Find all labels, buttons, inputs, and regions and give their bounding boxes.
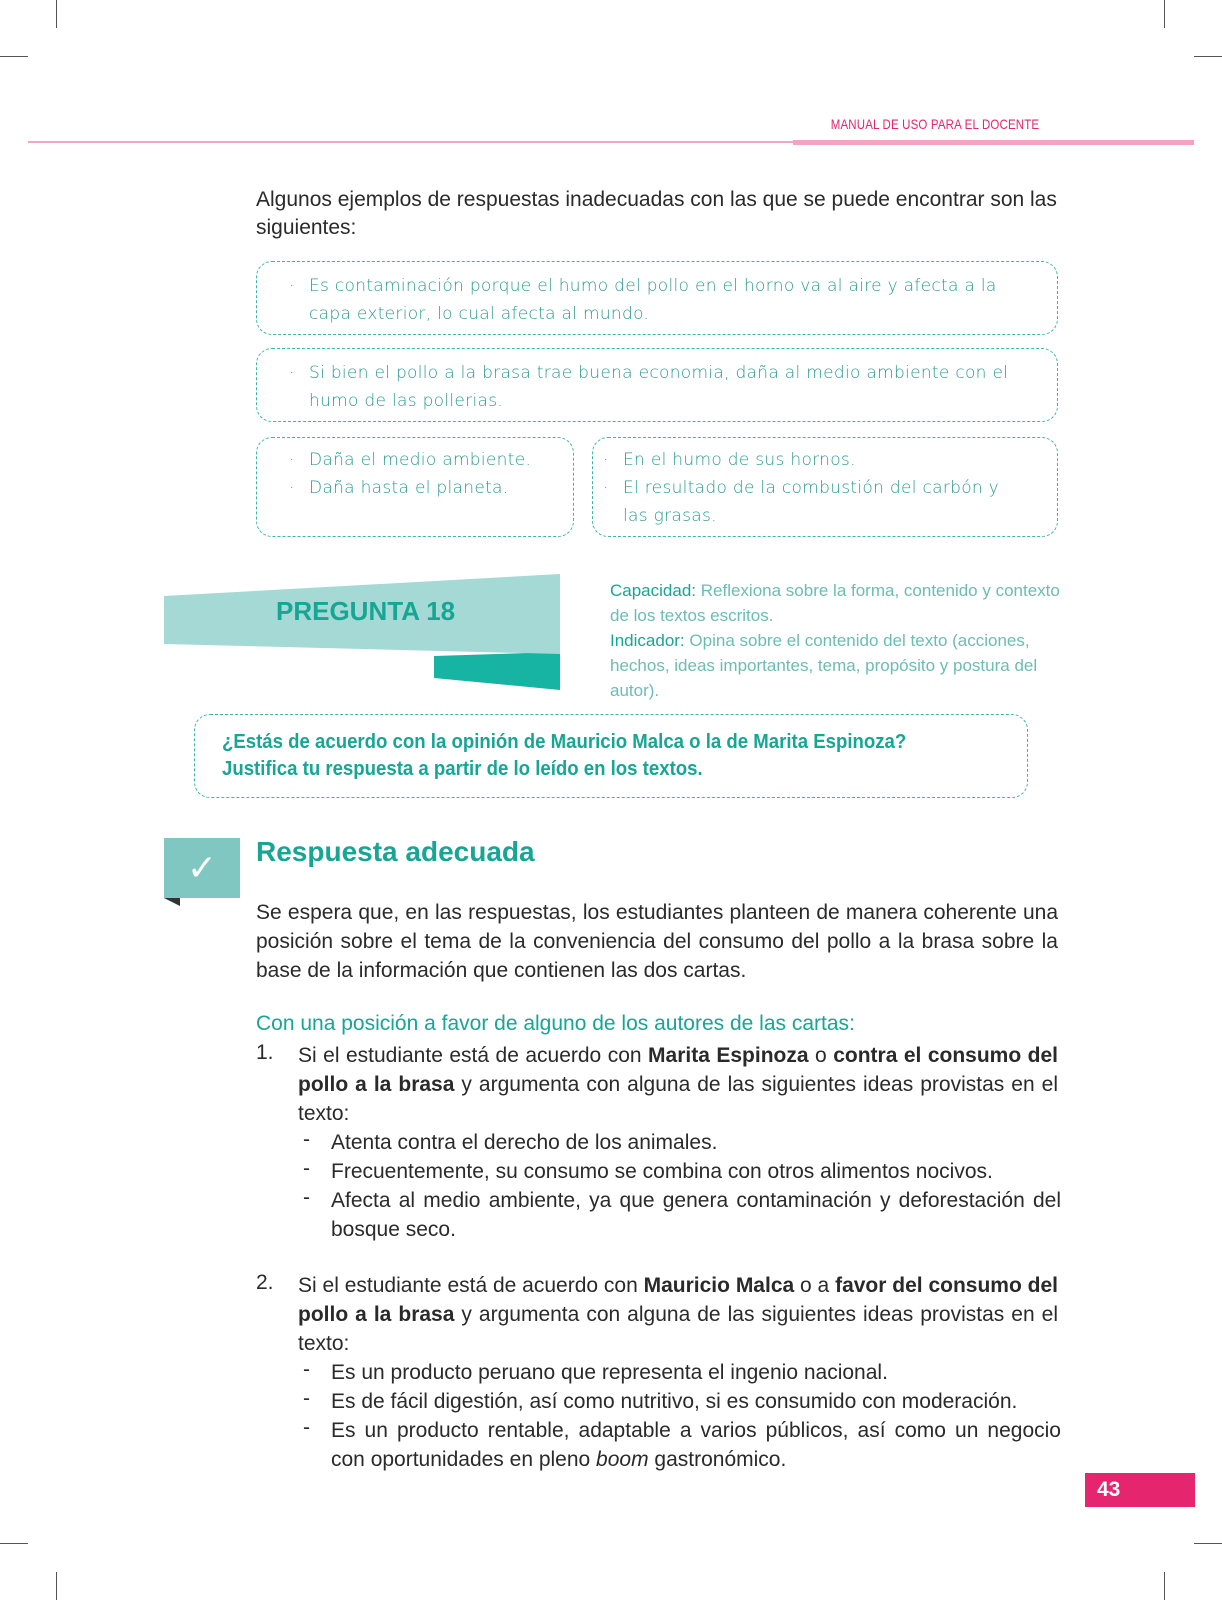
header-accent-bar	[793, 140, 1194, 145]
running-header: MANUAL DE USO PARA EL DOCENTE	[830, 116, 1039, 132]
crop-mark	[1194, 56, 1222, 57]
item-text: Si el estudiante está de acuerdo con	[298, 1274, 644, 1297]
example-list	[289, 272, 1017, 328]
example-item: · Si bien el pollo a la brasa trae buena economia, daña al medio ambiente con el humo de las pollerias.	[289, 359, 1017, 415]
dash-item: Atenta contra el derecho de los animales.	[331, 1131, 718, 1154]
item-italic: boom	[596, 1448, 649, 1471]
dash-item: Es de fácil digestión, así como nutritivo, si es consumido con moderación.	[331, 1390, 1018, 1413]
indicator-label: Indicador:	[610, 631, 685, 650]
capacity-label: Capacidad:	[610, 581, 697, 600]
dash-item: Afecta al medio ambiente, ya que genera contaminación y deforestación del bosque seco.	[331, 1189, 1061, 1241]
capacity-indicator	[610, 578, 1060, 703]
example-item: · Daña hasta el planeta.	[289, 474, 563, 502]
dash-marker: -	[303, 1128, 310, 1151]
crop-mark	[0, 1543, 28, 1544]
response-paragraph: Se espera que, en las respuestas, los estudiantes planteen de manera coherente una posición sobre el tema de la conveniencia del consumo del pollo a la brasa sobre la base de la información que contienen las dos cartas.	[256, 901, 1058, 982]
item-text: o a	[794, 1274, 836, 1297]
example-list	[289, 446, 563, 502]
list-item	[298, 1271, 1058, 1358]
dash-item	[331, 1416, 1061, 1474]
crop-mark	[56, 0, 57, 28]
question-number: PREGUNTA 18	[276, 596, 456, 626]
list-number: 2.	[256, 1271, 274, 1294]
example-list	[289, 359, 1017, 415]
section-title: Respuesta adecuada	[256, 836, 535, 867]
item-bold: contra el consumo del pollo a la brasa	[298, 1044, 1058, 1096]
example-item: · El resultado de la combustión del carbón y las grasas.	[603, 474, 1017, 530]
crop-mark	[1164, 0, 1165, 28]
example-box	[256, 348, 1058, 422]
indicator-text: Opina sobre el contenido del texto (acciones, hechos, ideas importantes, tema, propósito y postura del autor).	[610, 631, 1038, 700]
check-icon: ✓	[186, 847, 218, 888]
item-text: y argumenta con alguna de las siguientes ideas provistas en el texto:	[298, 1073, 1058, 1125]
example-box	[256, 437, 574, 537]
crop-mark	[0, 56, 28, 57]
item-text: Si el estudiante está de acuerdo con	[298, 1044, 649, 1067]
item-bold: Marita Espinoza	[648, 1044, 809, 1067]
item-bold: favor del consumo del pollo a la brasa	[298, 1274, 1058, 1326]
crop-mark	[1164, 1572, 1165, 1600]
item-text: y argumenta con alguna de las siguientes ideas provistas en el texto:	[298, 1303, 1058, 1355]
example-box	[592, 437, 1058, 537]
question-text	[222, 729, 966, 783]
check-tab-fold	[164, 898, 180, 906]
dash-marker: -	[303, 1157, 310, 1180]
section-subtitle: Con una posición a favor de alguno de los autores de las cartas:	[256, 1012, 855, 1035]
dash-marker: -	[303, 1387, 310, 1410]
list-item	[298, 1041, 1058, 1128]
list-number: 1.	[256, 1041, 274, 1064]
dash-item: Frecuentemente, su consumo se combina con otros alimentos nocivos.	[331, 1160, 993, 1183]
question-line: Justifica tu respuesta a partir de lo leído en los textos.	[222, 758, 703, 780]
example-list	[603, 446, 1017, 530]
question-line: ¿Estás de acuerdo con la opinión de Mauricio Malca o la de Marita Espinoza?	[222, 731, 907, 753]
item-text: Es un producto rentable, adaptable a varios públicos, así como un negocio con oportunidades en pleno	[331, 1419, 1061, 1471]
intro-paragraph: Algunos ejemplos de respuestas inadecuadas con las que se puede encontrar son las siguientes:	[256, 188, 1057, 239]
capacity-text: Reflexiona sobre la forma, contenido y contexto de los textos escritos.	[610, 581, 1060, 625]
dash-item: Es un producto peruano que representa el ingenio nacional.	[331, 1361, 888, 1384]
example-item: · Es contaminación porque el humo del pollo en el horno va al aire y afecta a la capa exterior, lo cual afecta al mundo.	[289, 272, 1017, 328]
crop-mark	[1194, 1543, 1222, 1544]
item-text: o	[808, 1044, 834, 1067]
item-bold: Mauricio Malca	[643, 1274, 795, 1297]
page-number: 43	[1085, 1473, 1195, 1507]
example-item: · En el humo de sus hornos.	[603, 446, 1017, 474]
crop-mark	[56, 1572, 57, 1600]
dash-marker: -	[303, 1416, 310, 1439]
item-text: gastronómico.	[648, 1448, 787, 1471]
dash-marker: -	[303, 1358, 310, 1381]
example-item: · Daña el medio ambiente.	[289, 446, 563, 474]
dash-marker: -	[303, 1186, 310, 1209]
question-banner	[164, 574, 560, 690]
example-box	[256, 261, 1058, 335]
